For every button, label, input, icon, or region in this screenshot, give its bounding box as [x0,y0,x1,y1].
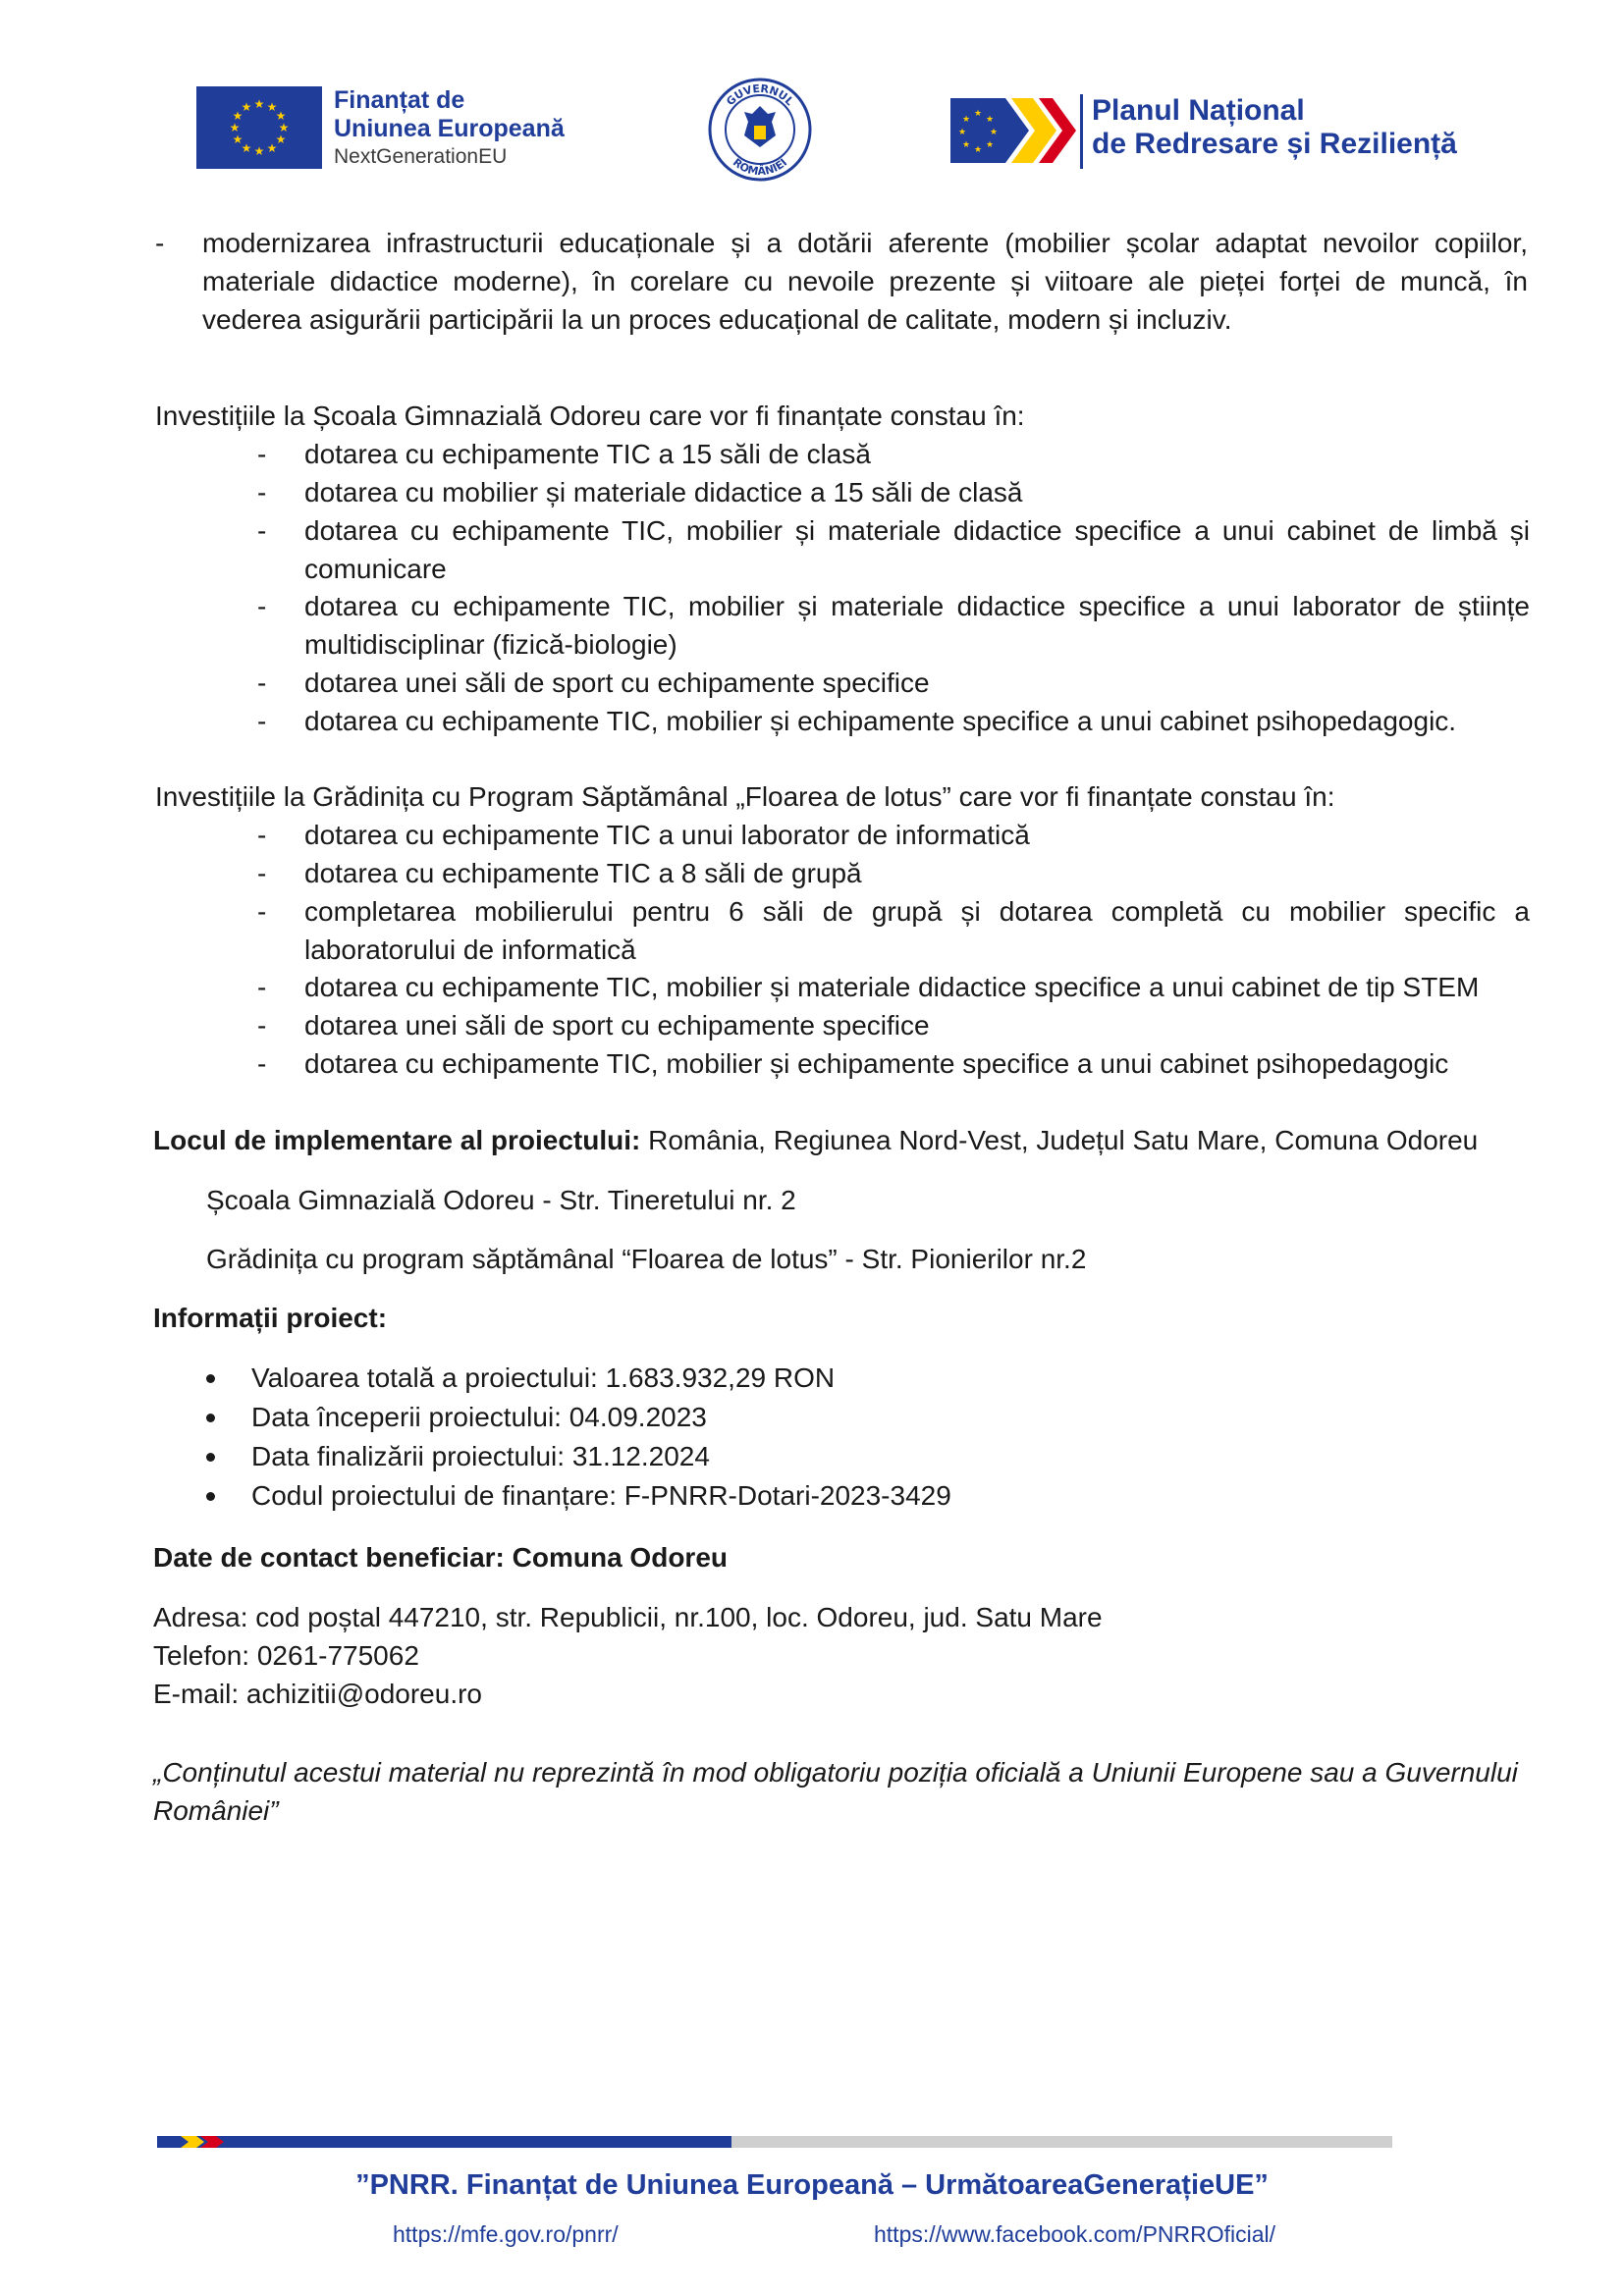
pnrr-divider [1080,94,1083,169]
svg-text:★: ★ [275,109,287,123]
pnrr-title [1092,94,1457,161]
svg-text:★: ★ [232,133,244,146]
list-item-text: dotarea cu echipamente TIC, mobilier și materiale didactice specifice a unui cabinet de limbă și comunicare [304,515,1530,584]
project-value: Valoarea totală a proiectului: 1.683.932,29 RON [251,1362,836,1393]
project-end-date: Data finalizării proiectului: 31.12.2024 [251,1441,710,1471]
svg-text:★: ★ [232,109,244,123]
contact-email: E-mail: achizitii@odoreu.ro [153,1679,482,1709]
footer-bar-dark [157,2136,731,2148]
location-kindergarten: Grădinița cu program săptămânal “Floarea de lotus” - Str. Pionierilor nr.2 [206,1244,1087,1274]
svg-text:★: ★ [241,141,252,155]
government-seal-icon [707,77,813,183]
disclaimer [153,1753,1528,1830]
svg-text:★: ★ [275,133,287,146]
contact-phone: Telefon: 0261-775062 [153,1640,419,1671]
svg-text:★: ★ [229,121,241,134]
svg-text:★: ★ [973,109,983,119]
svg-text:★: ★ [985,140,995,150]
dash-marker: - [257,972,267,1002]
footer-link-facebook[interactable]: https://www.facebook.com/PNRROficial/ [874,2221,1276,2247]
list-item-text: dotarea unei săli de sport cu echipamente specifice [304,1010,930,1041]
location-value: România, Regiunea Nord-Vest, Județul Satu Mare, Comuna Odoreu [640,1125,1479,1155]
location-school: Școala Gimnazială Odoreu - Str. Tineretului nr. 2 [206,1185,796,1215]
seal-top-text: GUVERNUL [724,81,796,109]
list-item-text: dotarea cu echipamente TIC a 15 săli de clasă [304,439,871,469]
list-item-text: dotarea cu echipamente TIC, mobilier și materiale didactice specifice a unui cabinet de tip STEM [304,972,1480,1002]
list-item-text: dotarea unei săli de sport cu echipamente specifice [304,667,930,698]
footer-arrows-icon [157,2128,240,2156]
bullet-icon [206,1453,215,1462]
disclaimer-line2: României” [153,1795,279,1826]
svg-text:★: ★ [253,97,265,111]
dash-marker: - [257,706,267,736]
intro-item-text: modernizarea infrastructurii educaționale și a dotării aferente (mobilier școlar adaptat nevoilor copiilor, materiale didactice moderne), în corelare cu nevoile prezente și viitoare ale pieței forței de muncă, în vederea asigurării participării la un proces educațional de calitate, modern și incluziv. [202,228,1528,335]
svg-text:★: ★ [989,128,999,137]
kindergarten-heading: Investițiile la Grădinița cu Program Săptămânal „Floarea de lotus” care vor fi finanțate constau în: [155,781,1335,812]
list-item-text: dotarea cu mobilier și materiale didactice a 15 săli de clasă [304,477,1023,507]
project-code: Codul proiectului de finanțare: F-PNRR-Dotari-2023-3429 [251,1480,951,1511]
dash-marker: - [155,228,165,258]
dash-marker: - [257,667,267,698]
bullet-icon [206,1492,215,1501]
project-info-heading: Informații proiect: [153,1303,388,1333]
eu-line2: Uniunea Europeană [334,115,565,142]
dash-marker: - [257,1010,267,1041]
location-label: Locul de implementare al proiectului: [153,1125,641,1155]
project-start-date: Data începerii proiectului: 04.09.2023 [251,1402,707,1432]
svg-text:★: ★ [241,100,252,114]
dash-marker: - [257,477,267,507]
list-item-text: dotarea cu echipamente TIC a unui laborator de informatică [304,820,1030,850]
svg-text:★: ★ [266,100,278,114]
pnrr-logo-icon [950,94,1076,167]
footer-bar-light [731,2136,1392,2148]
dash-marker: - [257,439,267,469]
list-item-text: dotarea cu echipamente TIC, mobilier și echipamente specifice a unui cabinet psihopedagogic. [304,706,1457,736]
svg-text:★: ★ [973,145,983,155]
svg-text:★: ★ [266,141,278,155]
header-logos [0,77,1624,194]
svg-text:★: ★ [278,121,290,134]
list-item-text: dotarea cu echipamente TIC, mobilier și echipamente specifice a unui cabinet psihopedagogic [304,1048,1449,1079]
svg-text:★: ★ [253,144,265,158]
contact-heading: Date de contact beneficiar: Comuna Odoreu [153,1542,728,1573]
bullet-icon [206,1374,215,1383]
pnrr-line1: Planul Național [1092,94,1305,127]
dash-marker: - [257,591,267,621]
svg-text:★: ★ [961,115,971,125]
school-heading: Investițiile la Școala Gimnazială Odoreu care vor fi finanțate constau în: [155,400,1025,431]
eu-line1: Finanțat de [334,86,465,114]
eu-funding-text [334,86,565,171]
dash-marker: - [257,1048,267,1079]
dash-marker: - [257,896,267,927]
dash-marker: - [257,820,267,850]
svg-text:★: ★ [985,115,995,125]
seal-bottom-text: ROMÂNIEI [730,155,790,179]
list-item-text: dotarea cu echipamente TIC a 8 săli de grupă [304,858,862,888]
location-line [153,1121,1528,1159]
dash-marker: - [257,515,267,546]
svg-text:★: ★ [961,140,971,150]
dash-marker: - [257,858,267,888]
list-item-text: dotarea cu echipamente TIC, mobilier și materiale didactice specifice a unui laborator de științe multidisciplinar (fizică-biologie) [304,591,1530,660]
list-item-text: completarea mobilierului pentru 6 săli de grupă și dotarea completă cu mobilier specific a laboratorului de informatică [304,896,1530,965]
bullet-icon [206,1414,215,1422]
eu-flag-icon [196,86,322,169]
svg-text:★: ★ [957,128,967,137]
footer-title: ”PNRR. Finanțat de Uniunea Europeană – UrmătoareaGenerațieUE” [355,2169,1269,2201]
eu-line3: NextGenerationEU [334,145,508,168]
contact-address: Adresa: cod poștal 447210, str. Republicii, nr.100, loc. Odoreu, jud. Satu Mare [153,1602,1103,1632]
pnrr-line2: de Redresare și Reziliență [1092,128,1457,160]
disclaimer-line1: „Conținutul acestui material nu reprezintă în mod obligatoriu poziția oficială a Uniunii Europene sau a Guvernului [153,1757,1518,1788]
footer-link-mfe[interactable]: https://mfe.gov.ro/pnrr/ [393,2221,619,2247]
